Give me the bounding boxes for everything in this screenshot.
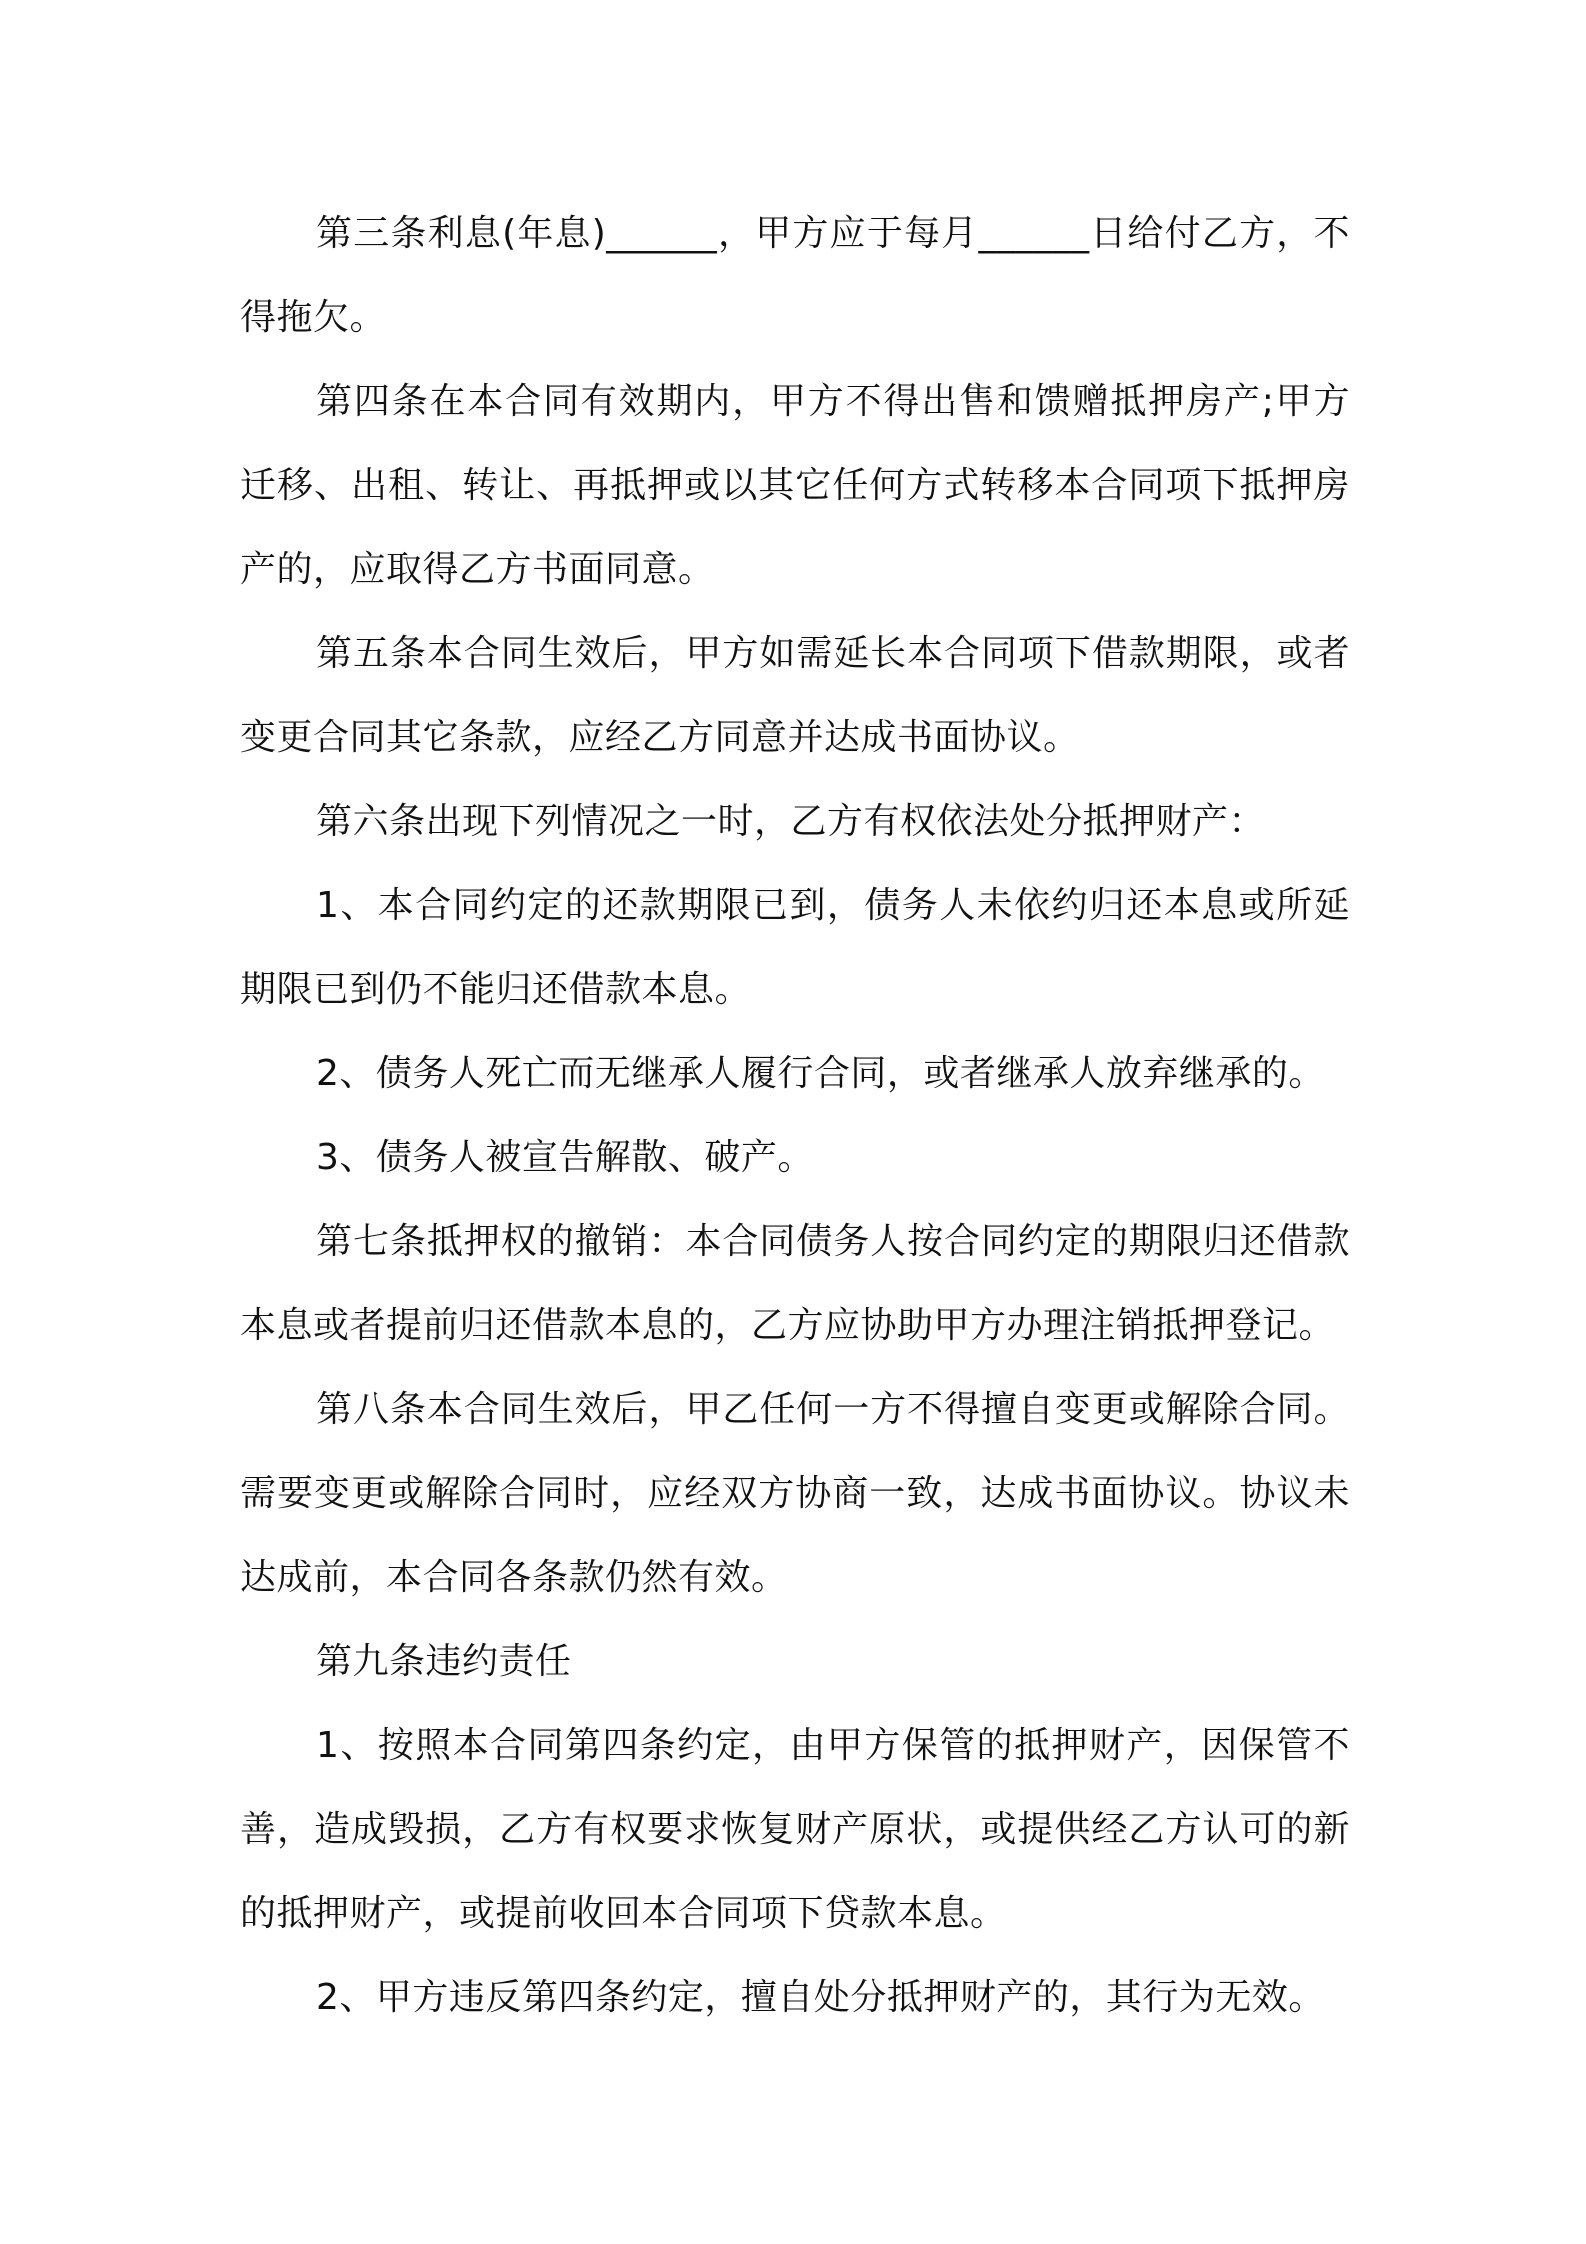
clause-6-item-3: 3、债务人被宣告解散、破产。 (316, 1137, 814, 1178)
clause-6-disposal: 第六条出现下列情况之一时，乙方有权依法处分抵押财产： (316, 801, 1266, 842)
clause-8-modification: 第八条本合同生效后，甲乙任何一方不得擅自变更或解除合同。需要变更或解除合同时，应经双方协商一致，达成书面协议。协议未达成前，本合同各条款仍然有效。 (240, 1389, 1350, 1598)
clause-6-item-2: 2、债务人死亡而无继承人履行合同，或者继承人放弃继承的。 (316, 1053, 1325, 1094)
clause-3-interest: 第三条利息(年息)______，甲方应于每月______日给付乙方，不得拖欠。 (240, 213, 1350, 338)
clause-7-revocation: 第七条抵押权的撤销：本合同债务人按合同约定的期限归还借款本息或者提前归还借款本息的，乙方应协助甲方办理注销抵押登记。 (240, 1221, 1350, 1346)
clause-9-heading: 第九条违约责任 (316, 1641, 572, 1682)
document-page (240, 192, 1350, 2040)
clause-9-item-1: 1、按照本合同第四条约定，由甲方保管的抵押财产，因保管不善，造成毁损，乙方有权要求恢复财产原状，或提供经乙方认可的新的抵押财产，或提前收回本合同项下贷款本息。 (240, 1725, 1350, 1934)
clause-6-item-1: 1、本合同约定的还款期限已到，债务人未依约归还本息或所延期限已到仍不能归还借款本息。 (240, 885, 1350, 1010)
clause-5-extension: 第五条本合同生效后，甲方如需延长本合同项下借款期限，或者变更合同其它条款，应经乙方同意并达成书面协议。 (240, 633, 1350, 758)
clause-9-item-2: 2、甲方违反第四条约定，擅自处分抵押财产的，其行为无效。 (316, 1977, 1325, 2018)
clause-4-restrictions: 第四条在本合同有效期内，甲方不得出售和馈赠抵押房产;甲方迁移、出租、转让、再抵押或以其它任何方式转移本合同项下抵押房产的，应取得乙方书面同意。 (240, 381, 1350, 590)
